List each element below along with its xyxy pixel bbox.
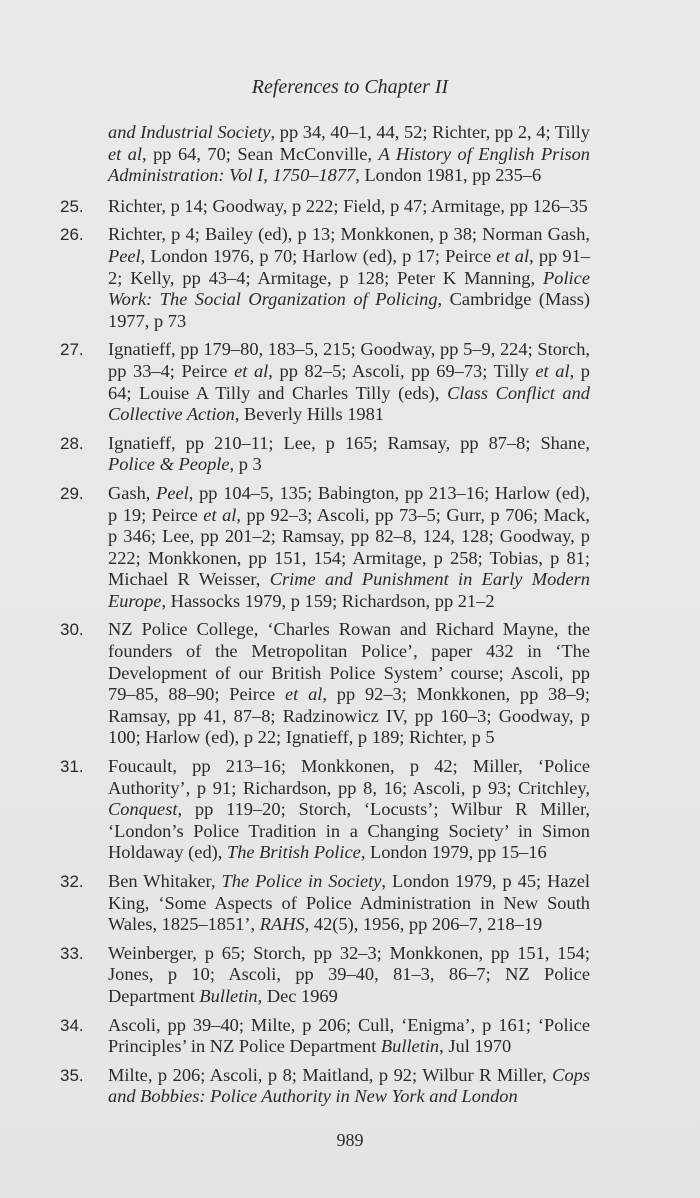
- reference-number: 26.: [60, 225, 84, 245]
- text-run: , London 1979, pp 15–16: [360, 842, 547, 863]
- italic-title: et al: [496, 245, 530, 266]
- reference-entry-32: [60, 871, 590, 936]
- reference-text: [108, 224, 590, 332]
- reference-number: 28.: [60, 433, 84, 453]
- italic-title: A History of English Prison Administration: Vol I, 1750–1877: [108, 143, 590, 186]
- italic-title: Police Work: The Social Organization of Policing: [108, 267, 590, 310]
- italic-title: et al: [203, 504, 237, 525]
- reference-number: 27.: [60, 340, 84, 360]
- text-run: Ignatieff, pp 179–80, 183–5, 215; Goodway, pp 5–9, 224; Storch, pp 33–4; Peirce: [108, 339, 590, 381]
- text-run: Richter, p 4; Bailey (ed), p 13; Monkkonen, p 38; Norman Gash,: [108, 224, 590, 245]
- text-run: , Cambridge (Mass) 1977, p 73: [108, 289, 590, 331]
- reference-number: 33.: [60, 943, 84, 963]
- reference-text: [108, 339, 590, 425]
- italic-title: Bulletin: [199, 985, 258, 1006]
- text-run: Gash,: [108, 482, 157, 503]
- reference-number: 30.: [60, 620, 84, 640]
- text-run: Richter, p 14; Goodway, p 222; Field, p 47; Armitage, pp 126–35: [108, 195, 588, 216]
- page-number: 989: [336, 1130, 364, 1150]
- text-run: , pp 92–3; Ascoli, pp 73–5; Gurr, p 706; Mack, p 346; Lee, pp 201–2; Ramsay, pp 82–8, 124, 128; Goodway, p 222; Monkkonen, pp 151, 154; Armitage, p 258; Tobias, p 81; Michael R Weisser,: [108, 504, 590, 590]
- italic-title: and Industrial Society: [108, 122, 271, 142]
- italic-title: Police & People: [108, 454, 230, 475]
- reference-entry-35: [60, 1065, 590, 1108]
- reference-text: [108, 871, 590, 936]
- reference-text: [108, 1015, 590, 1058]
- reference-number: 29.: [60, 483, 84, 503]
- italic-title: Crime and Punishment in Early Modern Europe: [108, 569, 590, 611]
- text-run: Ascoli, pp 39–40; Milte, p 206; Cull, ‘Enigma’, p 161; ‘Police Principles’ in NZ Police Department: [108, 1014, 590, 1057]
- reference-entry-26: [60, 224, 590, 332]
- reference-entry-27: [60, 339, 590, 425]
- running-head: References to Chapter II: [251, 76, 449, 98]
- text-run: , pp 91–2; Kelly, pp 43–4; Armitage, p 128; Peter K Manning,: [108, 245, 590, 288]
- reference-text: [108, 483, 590, 613]
- italic-title: Bulletin: [380, 1036, 440, 1057]
- reference-number: 34.: [60, 1015, 84, 1035]
- text-run: , London 1979, p 45; Hazel King, ‘Some Aspects of Police Administration in New South Wales, 1825–1851’,: [108, 871, 590, 935]
- italic-title: Cops and Bobbies: Police Authority in New York and London: [108, 1064, 590, 1107]
- text-run: Milte, p 206; Ascoli, p 8; Maitland, p 92; Wilbur R Miller,: [108, 1064, 553, 1085]
- reference-text: [108, 943, 590, 1008]
- text-run: , 42(5), 1956, pp 206–7, 218–19: [304, 914, 543, 935]
- text-run: Weinberger, p 65; Storch, pp 32–3; Monkkonen, pp 151, 154; Jones, p 10; Ascoli, pp 39–40, 81–3, 86–7; NZ Police Department: [108, 942, 590, 1006]
- italic-title: Peel: [156, 482, 189, 503]
- italic-title: et al: [108, 143, 143, 164]
- reference-text: [108, 1065, 590, 1108]
- reference-entry-33: [60, 943, 590, 1008]
- reference-entry-29: [60, 483, 590, 613]
- reference-number: 31.: [60, 757, 84, 777]
- italic-title: Conquest: [108, 799, 178, 820]
- italic-title: The British Police: [226, 842, 361, 863]
- reference-list: [60, 122, 590, 1115]
- text-run: , pp 82–5; Ascoli, pp 69–73; Tilly: [268, 360, 536, 381]
- text-run: , p 64; Louise A Tilly and Charles Tilly (eds),: [108, 360, 590, 403]
- text-run: , Dec 1969: [257, 985, 338, 1006]
- reference-entry-30: [60, 619, 590, 749]
- text-run: , London 1976, p 70; Harlow (ed), p 17; Peirce: [140, 245, 497, 266]
- italic-title: et al: [285, 684, 323, 705]
- text-run: , p 3: [229, 454, 262, 475]
- italic-title: The Police in Society: [221, 871, 382, 891]
- reference-entry-25: [60, 196, 590, 218]
- italic-title: Class Conflict and Collective Action: [108, 382, 590, 425]
- italic-title: et al: [234, 360, 269, 381]
- text-run: , pp 34, 40–1, 44, 52; Richter, pp 2, 4; Tilly: [270, 122, 590, 142]
- italic-title: Peel: [108, 245, 141, 266]
- reference-text: [108, 619, 590, 749]
- text-run: , London 1981, pp 235–6: [355, 165, 542, 186]
- reference-entry-31: [60, 756, 590, 864]
- text-run: , pp 119–20; Storch, ‘Locusts’; Wilbur R Miller, ‘London’s Police Tradition in a Changing Society’ in Simon Holdaway (ed),: [108, 799, 590, 863]
- reference-number: 25.: [60, 196, 84, 216]
- reference-number: 35.: [60, 1065, 84, 1085]
- text-run: , pp 92–3; Monkkonen, pp 38–9; Ramsay, pp 41, 87–8; Radzinowicz IV, pp 160–3; Goodway, p 100; Harlow (ed), p 22; Ignatieff, p 189; Richter, p 5: [108, 684, 590, 748]
- text-run: Ignatieff, pp 210–11; Lee, p 165; Ramsay, pp 87–8; Shane,: [108, 432, 590, 453]
- reference-text: [108, 122, 590, 187]
- reference-number: 32.: [60, 872, 84, 891]
- reference-text: [108, 196, 590, 218]
- reference-continuation: [60, 122, 590, 187]
- text-run: Ben Whitaker,: [108, 871, 222, 891]
- reference-entry-28: [60, 433, 590, 476]
- italic-title: et al: [535, 360, 570, 381]
- text-run: , Beverly Hills 1981: [234, 404, 384, 425]
- reference-text: [108, 433, 590, 476]
- italic-title: RAHS: [259, 914, 305, 935]
- text-run: , Jul 1970: [439, 1036, 512, 1057]
- text-run: , Hassocks 1979, p 159; Richardson, pp 21–2: [161, 590, 495, 611]
- text-run: , pp 64, 70; Sean McConville,: [142, 143, 379, 164]
- text-run: NZ Police College, ‘Charles Rowan and Richard Mayne, the founders of the Metropolitan Police’, paper 432 in ‘The Development of our British Police System’ course; Ascoli, pp 79–85, 88–90; Peirce: [108, 619, 590, 705]
- text-run: Foucault, pp 213–16; Monkkonen, p 42; Miller, ‘Police Authority’, p 91; Richardson, pp 8, 16; Ascoli, p 93; Critchley,: [108, 756, 590, 798]
- reference-text: [108, 756, 590, 864]
- text-run: , pp 104–5, 135; Babington, pp 213–16; Harlow (ed), p 19; Peirce: [108, 482, 590, 525]
- reference-entry-34: [60, 1015, 590, 1058]
